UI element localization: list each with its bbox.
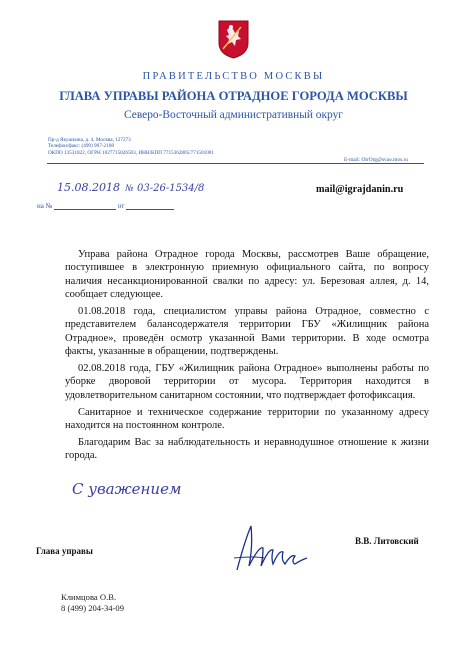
na-field xyxy=(54,203,116,210)
contact-phone: Телефон/факс: (499) 907-2108 xyxy=(48,143,114,150)
body-paragraph-4: Санитарное и техническое содержание территории по указанному адресу находится на постоянном контроле. xyxy=(65,406,429,432)
body-paragraph-2: 01.08.2018 года, специалистом управы района Отрадное, совместно с представителем балансодержателя территории ГБУ «Жилищник района Отрадное», проведён осмотр указанной Вами территории. В ходе осмотра факты, указанные в обращении, подтверждены. xyxy=(65,306,429,358)
ot-field xyxy=(126,203,174,210)
header-divider xyxy=(47,163,424,164)
svg-text:С уважением: С уважением xyxy=(72,480,182,498)
body-paragraph-1: Управа района Отрадное города Москвы, рассмотрев Ваше обращение, поступившее в электронную приемную официального сайта, по вопросу наличия несанкционированной свалки по адресу: ул. Березовая аллея, д. 14, сообщает следующее. xyxy=(65,249,429,301)
letter-body xyxy=(65,248,429,466)
recipient-email: mail@igrajdanin.ru xyxy=(316,184,404,195)
body-paragraph-5: Благодарим Вас за наблюдательность и неравнодушное отношение к жизни города. xyxy=(65,436,429,462)
okrug-title: Северо-Восточный административный округ xyxy=(124,109,343,121)
signature-image xyxy=(231,520,321,584)
contacts-block xyxy=(48,137,214,156)
svg-text:№: № xyxy=(125,184,134,194)
executor-name: Климцова О.В. xyxy=(61,592,117,602)
contact-email: E-mail: OtrOrg@svao.mos.ru xyxy=(344,157,409,163)
na-label: на № xyxy=(37,202,53,210)
signatory-name: В.В. Литовский xyxy=(355,536,419,546)
government-title: ПРАВИТЕЛЬСТВО МОСКВЫ xyxy=(142,71,325,82)
contact-address: Пр-д Якушкина, д. 4, Москва, 127273 xyxy=(48,137,131,143)
body-paragraph-3: 02.08.2018 года, ГБУ «Жилищник района Отрадное» выполнены работы по уборке дворовой территории от мусора. Территория находится в удовлетворительном санитарном состоянии, что подтверждает фотофиксация. xyxy=(65,363,429,401)
moscow-coat-of-arms-icon xyxy=(217,19,250,59)
svg-text:15.08.2018: 15.08.2018 xyxy=(57,181,120,194)
ot-label: от xyxy=(117,202,125,210)
executor-block xyxy=(61,592,124,614)
reference-line xyxy=(37,202,174,210)
executor-phone: 8 (499) 204-34-09 xyxy=(61,603,125,613)
contact-codes: ОКПО 13531822, ОГРН 1027715026503, ИНН/КПП 7715362805/771501001 xyxy=(48,149,214,156)
svg-text:03-26-1534/8: 03-26-1534/8 xyxy=(137,183,205,194)
handwritten-registration xyxy=(55,178,255,198)
head-of-council-title: ГЛАВА УПРАВЫ РАЙОНА ОТРАДНОЕ ГОРОДА МОСКВЫ xyxy=(59,89,408,103)
handwritten-closing xyxy=(68,474,208,504)
signatory-post: Глава управы xyxy=(36,546,93,556)
